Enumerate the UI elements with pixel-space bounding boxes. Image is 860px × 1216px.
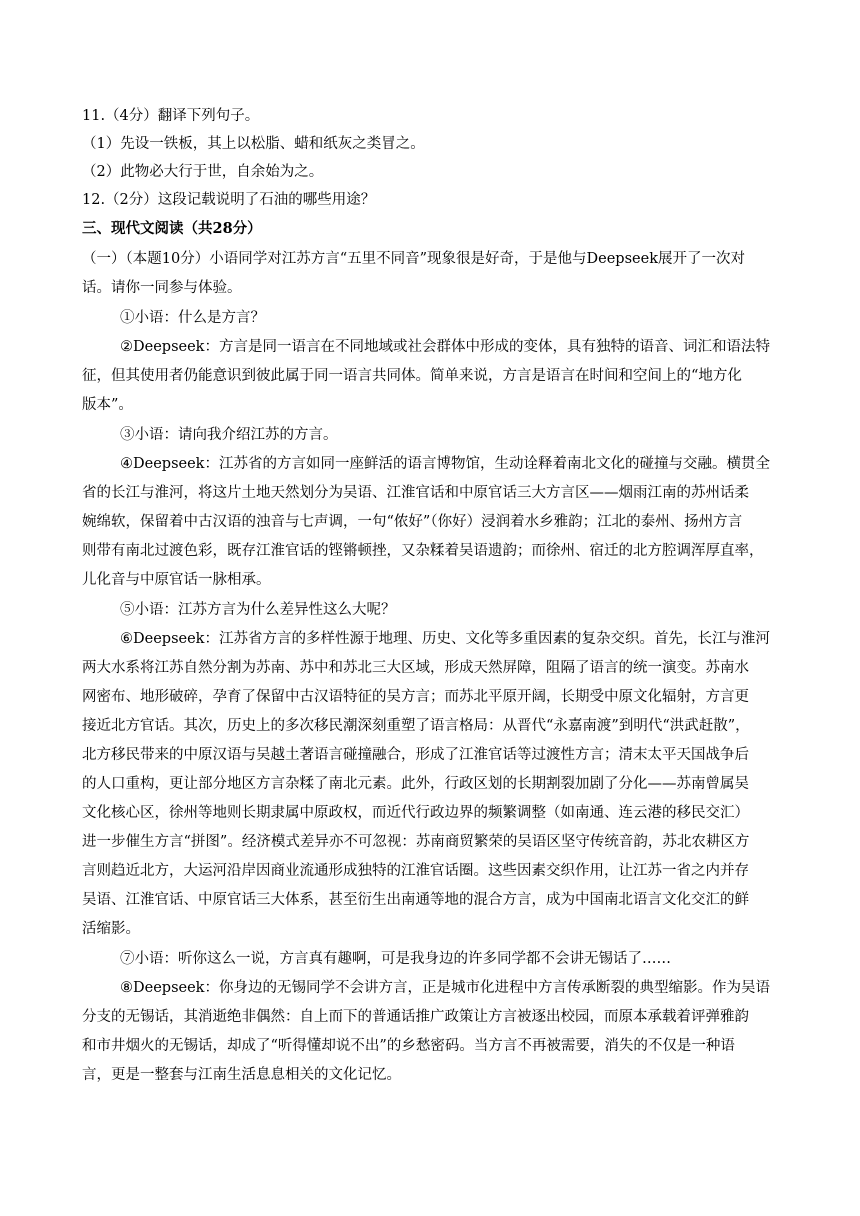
dialogue-line: 分支的无锡话，其消逝绝非偶然：自上而下的普通话推广政策让方言被逐出校园，而原本承载着评弹雅韵 — [82, 1009, 749, 1025]
dialogue-line: ②Deepseek：方言是同一语言在不同地域或社会群体中形成的变体，具有独特的语音、词汇和语法特 — [120, 339, 770, 355]
dialogue-line: 征，但其使用者仍能意识到彼此属于同一语言共同体。简单来说，方言是语言在时间和空间上的“地方化 — [82, 368, 742, 384]
dialogue-line: 北方移民带来的中原汉语与吴越土著语言碰撞融合，形成了江淮官话等过渡性方言；清末太平天国战争后 — [82, 747, 749, 763]
dialogue-line: 婉绵软，保留着中古汉语的浊音与七声调，一句“侬好”（你好）浸润着水乡雅韵；江北的泰州、扬州方言 — [82, 514, 743, 530]
dialogue-line: 接近北方官话。其次，历史上的多次移民潮深刻重塑了语言格局：从晋代“永嘉南渡”到明代“洪武赶散”， — [82, 718, 750, 734]
dialogue-line: 进一步催生方言“拼图”。经济模式差异亦不可忽视：苏南商贸繁荣的吴语区坚守传统音韵，苏北农耕区方 — [82, 834, 750, 850]
section-heading: 三、现代文阅读（共28分） — [82, 220, 262, 237]
dialogue-line: ⑥Deepseek：江苏省方言的多样性源于地理、历史、文化等多重因素的复杂交织。首先，长江与淮河 — [120, 631, 770, 647]
dialogue-line: 版本”。 — [82, 397, 133, 413]
dialogue-line: 和市井烟火的无锡话，却成了“听得懂却说不出”的乡愁密码。当方言不再被需要，消失的不仅是一种语 — [82, 1038, 735, 1054]
dialogue-line: 省的长江与淮河，将这片土地天然划分为吴语、江淮官话和中原官话三大方言区——烟雨江南的苏州话柔 — [82, 485, 749, 501]
dialogue-line: ④Deepseek：江苏省的方言如同一座鲜活的语言博物馆，生动诠释着南北文化的碰撞与交融。横贯全 — [120, 456, 770, 472]
dialogue-line: ⑦小语：听你这么一说，方言真有趣啊，可是我身边的许多同学都不会讲无锡话了…… — [120, 951, 671, 967]
dialogue-line: 言则趋近北方，大运河沿岸因商业流通形成独特的江淮官话圈。这些因素交织作用，让江苏一省之内并存 — [82, 863, 749, 879]
section-intro-line: 话。请你一同参与体验。 — [82, 280, 242, 296]
dialogue-line: ①小语：什么是方言？ — [120, 310, 265, 326]
dialogue-line: ⑧Deepseek：你身边的无锡同学不会讲方言，正是城市化进程中方言传承断裂的典型缩影。作为吴语 — [120, 980, 770, 996]
dialogue-line: ⑤小语：江苏方言为什么差异性这么大呢？ — [120, 602, 396, 618]
question-11-item-2: （2）此物必大行于世，自余始为之。 — [82, 164, 324, 180]
dialogue-line: 儿化音与中原官话一脉相承。 — [82, 572, 271, 588]
dialogue-line: 文化核心区，徐州等地则长期隶属中原政权，而近代行政边界的频繁调整（如南通、连云港的移民交汇） — [82, 805, 749, 821]
dialogue-line: 吴语、江淮官话、中原官话三大体系，甚至衍生出南通等地的混合方言，成为中国南北语言文化交汇的鲜 — [82, 892, 749, 908]
dialogue-line: 的人口重构，更让部分地区方言杂糅了南北元素。此外，行政区划的长期割裂加剧了分化——苏南曾属吴 — [82, 776, 749, 792]
dialogue-line: 网密布、地形破碎，孕育了保留中古汉语特征的吴方言；而苏北平原开阔，长期受中原文化辐射，方言更 — [82, 689, 749, 705]
question-11-item-1: （1）先设一铁板，其上以松脂、蜡和纸灰之类冒之。 — [82, 136, 425, 152]
question-12-title: 12.（2分）这段记载说明了石油的哪些用途？ — [82, 192, 376, 208]
question-11-title: 11.（4分）翻译下列句子。 — [82, 108, 260, 124]
dialogue-line: 言，更是一整套与江南生活息息相关的文化记忆。 — [82, 1067, 401, 1083]
dialogue-line: 两大水系将江苏自然分割为苏南、苏中和苏北三大区域，形成天然屏障，阻隔了语言的统一演变。苏南水 — [82, 660, 749, 676]
dialogue-line: 活缩影。 — [82, 921, 140, 937]
section-intro-line: （一）（本题10分）小语同学对江苏方言“五里不同音”现象很是好奇，于是他与Deepseek展开了一次对 — [82, 251, 745, 267]
dialogue-line: ③小语：请向我介绍江苏的方言。 — [120, 427, 338, 443]
dialogue-line: 则带有南北过渡色彩，既存江淮官话的铿锵顿挫，又杂糅着吴语遗韵；而徐州、宿迁的北方腔调浑厚直率， — [82, 543, 764, 559]
